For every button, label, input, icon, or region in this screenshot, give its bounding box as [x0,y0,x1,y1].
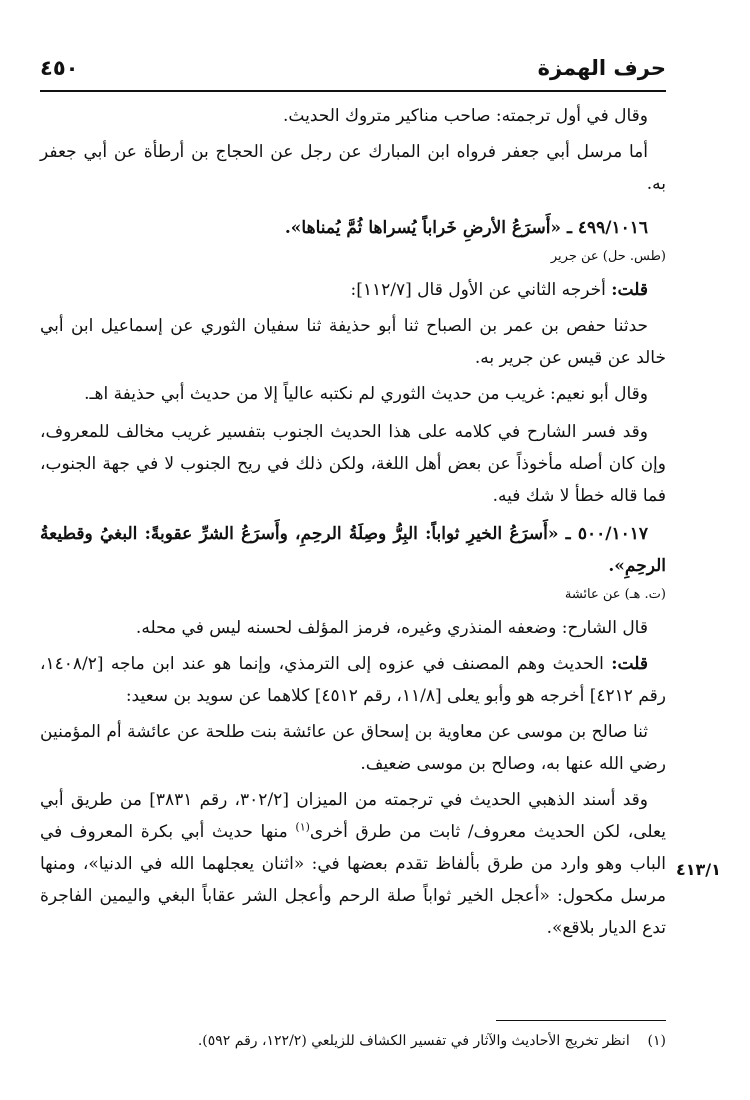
paragraph: وقال في أول ترجمته: صاحب مناكير متروك الحديث. [283,106,648,126]
paragraph: قلت: الحديث وهم المصنف في عزوه إلى الترمذي، وإنما هو عند ابن ماجه [١٤٠٨/٢، رقم ٤٢١٢] أخرجه هو وأبو يعلى [١١/٨، رقم ٤٥١٢] كلاهما عن سويد بن سعيد: [40,654,666,706]
main-text [40,100,666,944]
page-header [40,56,666,90]
paragraph: وقد أسند الذهبي الحديث في ترجمته من الميزان [٣٠٢/٢، رقم ٣٨٣١] من طريق أبي يعلى، لكن الحديث معروف/ ثابت من طرق أخرى$^{(١)}$ منها حديث أبي بكرة المعروف في الباب وهو وارد من طرق بألفاظ تقدم بعضها في: «اثنان يعجلهما الله في الدنيا»، ومنها مرسل مكحول: «أعجل الخير ثواباً صلة الرحم وأعجل الشر عقاباً البغي واليمين الفاجرة تدع الديار بلاقع». [40,790,666,938]
footnote-ref[interactable]: (١) [295,820,310,834]
hadith-source: (ت. هـ) عن عائشة [564,587,666,602]
footnote [40,1030,666,1052]
hadith-entry: ٥٠٠/١٠١٧ ـ «أَسرَعُ الخيرِ ثواباً: البِرُّ وصِلَةُ الرحِمِ، وأَسرَعُ الشرِّ عقوبةً: البغيُ وقطيعةُ الرحِمِ». [40,524,666,576]
header-rule [40,90,666,92]
paragraph: وقال أبو نعيم: غريب من حديث الثوري لم نكتبه عالياً إلا من حديث أبي حذيفة اهـ. [84,384,648,404]
margin-reference: ٤١٣/١ [676,860,721,879]
hadith-entry: ٤٩٩/١٠١٦ ـ «أَسرَعُ الأرضِ خَراباً يُسراها ثُمَّ يُمناها». [284,218,648,238]
page-number: ٤٥٠ [40,56,79,80]
paragraph: أما مرسل أبي جعفر فرواه ابن المبارك عن رجل عن الحجاج بن أرطأة عن أبي جعفر به. [40,142,666,194]
paragraph: قال الشارح: وضعفه المنذري وغيره، فرمز المؤلف لحسنه ليس في محله. [135,618,648,638]
chapter-title: حرف الهمزة [537,56,666,80]
qultu-label: قلت: [611,654,648,674]
qultu-label: قلت: [611,280,648,300]
hadith-source: (طس. حل) عن جرير [550,249,666,264]
footnote-marker: (١) [647,1033,666,1049]
paragraph: ثنا صالح بن موسى عن معاوية بن إسحاق عن عائشة بنت طلحة عن عائشة أم المؤمنين رضي الله عنها به، وصالح بن موسى ضعيف. [40,722,666,774]
paragraph: قلت: أخرجه الثاني عن الأول قال [١١٢/٧]: [350,280,648,300]
paragraph: وقد فسر الشارح في كلامه على هذا الحديث الجنوب بتفسير غريب مخالف للمعروف، وإن كان أصله مأخوذاً عن بعض أهل اللغة، ولكن ذلك في ريح الجنوب لا في جهة الجنوب، فما قاله خطأ لا شك فيه. [40,422,666,506]
footnote-text: انظر تخريج الأحاديث والآثار في تفسير الكشاف للزيلعي (١٢٢/٢، رقم ٥٩٢). [197,1033,630,1049]
footnote-rule [496,1020,666,1021]
paragraph: حدثنا حفص بن عمر بن الصباح ثنا أبو حذيفة ثنا سفيان الثوري عن إسماعيل ابن أبي خالد عن قيس عن جرير به. [40,316,666,368]
